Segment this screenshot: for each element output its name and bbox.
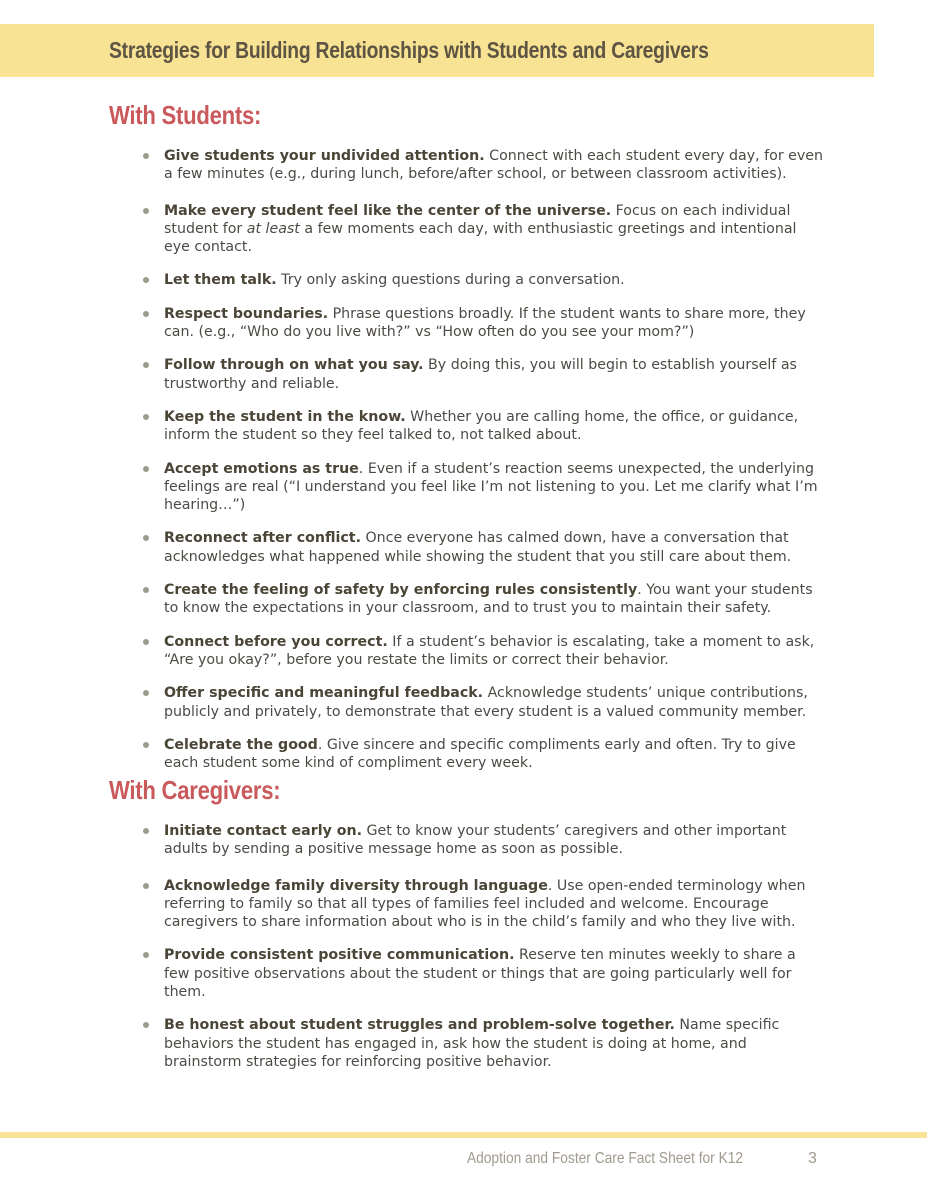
students-list [143, 147, 823, 772]
section-heading-students: With Students: [109, 100, 262, 130]
list-item [143, 946, 823, 1001]
item-text: Get to know your students’ caregivers and other important adults by sending a positive message home as soon as possible. [164, 823, 787, 858]
bullet-icon [143, 1022, 149, 1028]
list-item [143, 736, 823, 773]
list-item [143, 356, 823, 393]
item-text: Focus on each individual student for [164, 202, 791, 237]
item-lead: Reconnect after conflict. [164, 530, 361, 547]
item-lead: Accept emotions as true [164, 460, 359, 477]
list-item [143, 684, 823, 721]
item-text: . You want your students to know the expectations in your classroom, and to trust you to maintain their safety. [164, 582, 813, 617]
item-lead: Celebrate the good [164, 736, 318, 753]
bullet-icon [143, 883, 149, 889]
item-lead: Provide consistent positive communication. [164, 947, 515, 964]
item-lead: Be honest about student struggles and problem-solve together. [164, 1017, 675, 1034]
bullet-icon [143, 742, 149, 748]
list-item [143, 529, 823, 566]
bullet-icon [143, 466, 149, 472]
item-text: Try only asking questions during a conversation. [276, 272, 625, 289]
caregivers-list [143, 822, 823, 1071]
bullet-icon [143, 690, 149, 696]
page-title: Strategies for Building Relationships with Students and Caregivers [109, 37, 709, 63]
item-lead: Give students your undivided attention. [164, 148, 485, 164]
bullet-icon [143, 639, 149, 645]
item-text: Whether you are calling home, the office, or guidance, inform the student so they feel talked to, not talked about. [164, 408, 799, 444]
item-lead: Offer specific and meaningful feedback. [164, 685, 484, 702]
bullet-icon [143, 414, 149, 420]
item-text: . Even if a student’s reaction seems unexpected, the underlying feelings are real (“I understand you feel like I’m not listening to you. Let me clarify what I’m hearing…”) [164, 460, 818, 514]
footer-rule [0, 1132, 927, 1138]
item-text: Acknowledge students’ unique contributions, publicly and privately, to demonstrate that every student is a valued community member. [164, 685, 808, 720]
footer-title: Adoption and Foster Care Fact Sheet for K12 [466, 1150, 743, 1167]
item-lead: Follow through on what you say. [164, 357, 424, 374]
item-text: . Use open-ended terminology when referring to family so that all types of families feel included and welcome. Encourage caregivers to share information about who is in the child’s family and who they live with. [164, 877, 806, 931]
item-text: Phrase questions broadly. If the student wants to share more, they can. (e.g., “Who do you live with?” vs “How often do you see your mom?”) [164, 305, 806, 341]
title-band [0, 24, 874, 77]
item-lead: Make every student feel like the center of the universe. [164, 202, 612, 219]
bullet-icon [143, 362, 149, 368]
bullet-icon [143, 153, 149, 159]
item-lead: Create the feeling of safety by enforcing rules consistently [164, 582, 638, 599]
item-lead: Keep the student in the know. [164, 408, 406, 425]
bullet-icon [143, 952, 149, 958]
list-item [143, 408, 823, 445]
list-item [143, 305, 823, 342]
bullet-icon [143, 587, 149, 593]
item-lead: Connect before you correct. [164, 633, 388, 650]
bullet-icon [143, 277, 149, 283]
item-text: By doing this, you will begin to establish yourself as trustworthy and reliable. [164, 357, 797, 392]
item-text: Connect with each student every day, for even a few minutes (e.g., during lunch, before/after school, or between classroom activities). [164, 148, 824, 183]
item-text: Name specific behaviors the student has engaged in, ask how the student is doing at home, and brainstorm strategies for reinforcing positive behavior. [164, 1017, 780, 1070]
page-number: 3 [808, 1150, 817, 1167]
section-heading-caregivers: With Caregivers: [109, 775, 281, 805]
bullet-icon [143, 208, 149, 214]
list-item [143, 822, 823, 859]
item-emphasis: at least [246, 220, 300, 237]
item-text: . Give sincere and specific compliments early and often. Try to give each student some kind of compliment every week. [164, 736, 796, 772]
item-lead: Let them talk. [164, 272, 277, 289]
list-item [143, 271, 823, 289]
bullet-icon [143, 828, 149, 834]
list-item [143, 877, 823, 932]
item-text: Reserve ten minutes weekly to share a few positive observations about the student or things that are going particularly well for them. [164, 947, 796, 1001]
list-item [143, 202, 823, 257]
item-text: If a student’s behavior is escalating, take a moment to ask, “Are you okay?”, before you restate the limits or correct their behavior. [164, 633, 815, 668]
item-lead: Initiate contact early on. [164, 823, 363, 839]
list-item [143, 581, 823, 618]
item-lead: Acknowledge family diversity through language [164, 877, 548, 894]
bullet-icon [143, 535, 149, 541]
bullet-icon [143, 311, 149, 317]
list-item [143, 1016, 823, 1071]
list-item [143, 147, 823, 184]
list-item [143, 460, 823, 515]
item-text: a few moments each day, with enthusiastic greetings and intentional eye contact. [164, 220, 797, 256]
item-lead: Respect boundaries. [164, 305, 329, 322]
item-text: Once everyone has calmed down, have a conversation that acknowledges what happened while showing the student that you still care about them. [164, 530, 792, 565]
list-item [143, 633, 823, 670]
